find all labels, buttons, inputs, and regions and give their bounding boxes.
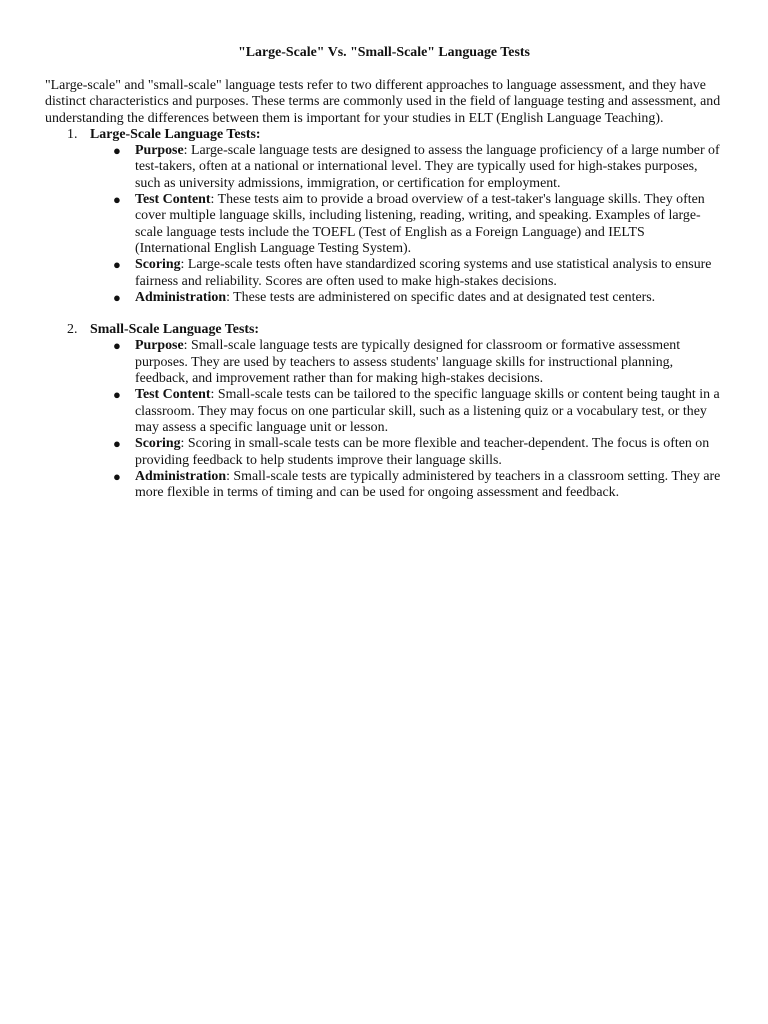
item-text: : Scoring in small-scale tests can be more flexible and teacher-dependent. The focus is often on providing feedback to help students improve their language skills.: [135, 436, 710, 468]
item-term: Scoring: [135, 257, 181, 273]
bullet-icon: ●: [113, 468, 121, 484]
section-small-scale: [45, 322, 723, 501]
list-item: [113, 289, 723, 306]
bullet-icon: ●: [113, 192, 121, 208]
list-item: [113, 338, 723, 387]
bullet-icon: ●: [113, 143, 121, 159]
item-text: : Large-scale language tests are designed to assess the language proficiency of a large number of test-takers, often at a national or international level. They are typically used for high-stakes purposes, such as university admissions, immigration, or certification for employment.: [135, 143, 720, 191]
bullet-icon: ●: [113, 387, 121, 403]
section-number: 2.: [67, 322, 78, 338]
list-item: [113, 468, 723, 502]
item-text: : These tests aim to provide a broad overview of a test-taker's language skills. They often cover multiple language skills, including listening, reading, writing, and speaking. Examples of large-scale language tests include the TOEFL (Test of English as a Foreign Language) and IELTS (International English Language Testing System).: [135, 192, 705, 256]
item-text: : Small-scale language tests are typically designed for classroom or formative assessment purposes. They are used by teachers to assess students' language skills for instructional planning, feedback, and improvement rather than for making high-stakes decisions.: [135, 338, 681, 387]
item-text: : Large-scale tests often have standardized scoring systems and use statistical analysis to ensure fairness and reliability. Scores are often used to make high-stakes decisions.: [135, 257, 712, 289]
bullet-icon: ●: [113, 257, 121, 273]
section-number: 1.: [67, 126, 78, 142]
section-list: [45, 127, 723, 502]
section-large-scale: [45, 127, 723, 306]
bullet-list: [90, 143, 723, 306]
intro-paragraph: "Large-scale" and "small-scale" language tests refer to two different approaches to language assessment, and they have distinct characteristics and purposes. These terms are commonly used in the field of language testing and assessment, and understanding the differences between them is important for your studies in ELT (English Language Teaching).: [45, 78, 721, 126]
bullet-list: [90, 338, 723, 501]
bullet-icon: ●: [113, 436, 121, 452]
list-item: [113, 387, 723, 436]
bullet-icon: ●: [113, 338, 121, 354]
bullet-icon: ●: [113, 289, 121, 305]
list-item: [113, 192, 723, 257]
item-term: Test Content: [135, 192, 211, 208]
section-heading: Small-Scale Language Tests:: [90, 322, 260, 338]
item-term: Test Content: [135, 387, 211, 403]
section-heading: Large-Scale Language Tests:: [90, 126, 261, 142]
list-item: [113, 436, 723, 469]
item-term: Scoring: [135, 436, 181, 452]
item-text: : These tests are administered on specific dates and at designated test centers.: [226, 289, 656, 305]
list-item: [113, 257, 723, 290]
item-term: Administration: [135, 468, 227, 484]
item-term: Purpose: [135, 143, 184, 159]
item-text: : Small-scale tests are typically administered by teachers in a classroom setting. They are more flexible in terms of timing and can be used for ongoing assessment and feedback.: [135, 468, 721, 501]
list-item: [113, 143, 723, 192]
item-term: Administration: [135, 289, 227, 305]
item-term: Purpose: [135, 338, 184, 354]
page-title: "Large-Scale" Vs. "Small-Scale" Language Tests: [238, 45, 530, 60]
item-text: : Small-scale tests can be tailored to the specific language skills or content being taught in a classroom. They may focus on one particular skill, such as a listening quiz or a vocabulary test, or they may assess a specific language unit or lesson.: [135, 387, 720, 435]
